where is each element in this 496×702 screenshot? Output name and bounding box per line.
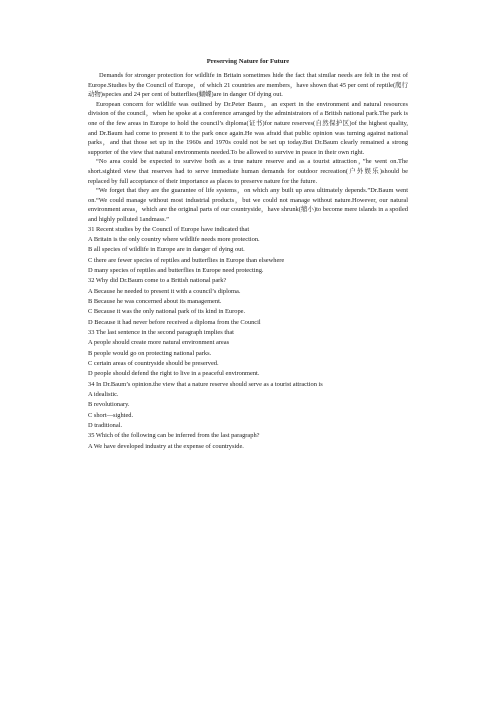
option-31-a: A Britain is the only country where wildlife needs more protection. xyxy=(88,235,260,243)
option-35-a: A We have developed industry at the expense of countryside. xyxy=(88,442,244,450)
document-title: Preserving Nature for Future xyxy=(206,58,290,65)
option-34-a: A idealistic. xyxy=(88,391,119,398)
option-32-c: C Because it was the only national park of its kind in Europe. xyxy=(88,308,246,316)
option-32-d: D Because it had never before received a diploma from the Council xyxy=(88,318,261,326)
paragraph-3: “No area could be expected to survive both as a true nature reserve and as a tourist attraction，”he went on.The short.sighted view that reserves had to serve immediate human demands for outdoor recreation(户外娱乐)should be replaced by full acceptance of their importance as places to preserve nature for the future. xyxy=(88,158,408,185)
option-31-d: D many species of reptiles and butterflies in Europe need protecting. xyxy=(88,266,264,274)
question-35: 35 Which of the following can be inferred from the last paragraph? xyxy=(88,432,260,440)
option-33-b: B people would go on protecting national parks. xyxy=(88,349,212,357)
option-32-b: B Because he was concerned about its management. xyxy=(88,297,222,305)
question-32: 32 Why did Dr.Baum come to a British national park? xyxy=(88,277,227,285)
question-31: 31 Recent studies by the Council of Europe have indicated that xyxy=(88,225,250,233)
paragraph-1: Demands for stronger protection for wildlife in Britain sometimes hide the fact that similar needs are felt in the rest of Europe.Studies by the Council of Europe，of which 21 countries are members，have shown that 45 per cent of reptile(爬行动物)species and 24 per cent of butterflies(蝴蝶)are in danger Of dying out. xyxy=(88,72,408,99)
question-list xyxy=(88,225,408,453)
question-33: 33 The last sentence in the second paragraph implies that xyxy=(88,328,234,336)
option-33-c: C certain areas of countryside should be preserved. xyxy=(88,359,219,367)
option-31-c: C there are fewer species of reptiles and butterflies in Europe than elsewhere xyxy=(88,256,285,264)
option-33-a: A people should create more natural environment areas xyxy=(88,339,230,347)
question-34: 34 In Dr.Baum’s opinion.the view that a nature reserve should serve as a tourist attraction is xyxy=(88,380,323,388)
document-content xyxy=(88,58,408,452)
option-34-b: B revolutionary. xyxy=(88,401,130,409)
option-33-d: D people should defend the right to live in a peaceful environment. xyxy=(88,370,260,378)
option-34-c: C short—sighted. xyxy=(88,411,134,419)
option-32-a: A Because he needed to present it with a council’s diploma. xyxy=(88,287,241,295)
paragraph-4: “We forget that they are the guarantee of life systems，on which any built up area ultimately depends.”Dr.Baum went on.“We could manage without most industrial products，but we could not manage without nature.However, our natural environment areas，which are the original parts of our countryside，have shrunk(缩小)to become mere islands in a spoiled and highly polluted 1andmass.” xyxy=(88,187,408,223)
option-34-d: D traditional. xyxy=(88,422,123,430)
paragraph-2: European concern for wildlife was outlined by Dr.Peter Baum，an expert in the environment and natural resources division of the council，when he spoke at a conference arranged by the administrators of a British national park.The park is one of the few areas in Europe to hold the council’s diploma(证书)for nature reserves(自然保护区)of the highest quality, and Dr.Baum had come to present it to the park once again.He was afraid that public opinion was turning against national parks，and that those set up in the 1960s and 1970s could not be set up today.But Dr.Baum clearly remained a strong supporter of the view that natural environments needed.To be allowed to survive in peace in their own right. xyxy=(88,100,408,156)
option-31-b: B all species of wildlife in Europe are in danger of dying out. xyxy=(88,246,245,254)
